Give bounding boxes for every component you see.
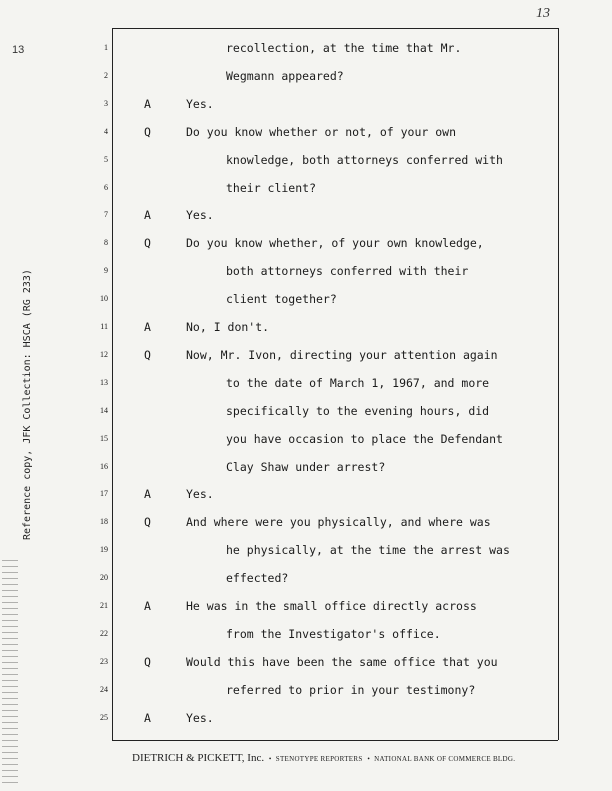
line-number: 7	[104, 210, 108, 220]
speaker-label: Q	[144, 654, 151, 669]
line-text: Now, Mr. Ivon, directing your attention again	[186, 347, 498, 362]
line-number: 16	[100, 461, 108, 471]
transcript-line	[0, 289, 612, 309]
speaker-label: Q	[144, 236, 151, 251]
transcript-line	[0, 38, 612, 58]
transcript-line	[0, 652, 612, 672]
transcript-line	[0, 512, 612, 532]
line-text: effected?	[226, 571, 289, 586]
transcript-line	[0, 568, 612, 588]
page-border-bottom	[112, 740, 558, 741]
margin-page-number: 13	[12, 44, 25, 56]
line-number: 13	[100, 377, 108, 387]
line-text: client together?	[226, 292, 337, 307]
line-number: 2	[104, 70, 108, 80]
speaker-label: A	[144, 208, 151, 223]
line-number: 11	[100, 322, 108, 331]
line-text: both attorneys conferred with their	[226, 264, 469, 279]
line-text: And where were you physically, and where was	[186, 515, 491, 530]
transcript-line	[0, 261, 612, 281]
line-number: 17	[100, 489, 108, 499]
transcript-line	[0, 205, 612, 225]
line-text: Do you know whether or not, of your own	[186, 124, 457, 139]
line-text: their client?	[226, 180, 317, 195]
line-text: Do you know whether, of your own knowledge,	[186, 236, 484, 251]
line-text: recollection, at the time that Mr.	[226, 41, 462, 55]
speaker-label: A	[144, 96, 151, 111]
reporter-firm: DIETRICH & PICKETT, Inc.	[132, 752, 265, 764]
line-text: Clay Shaw under arrest?	[226, 459, 386, 474]
speaker-label: A	[144, 487, 151, 502]
line-text: Yes.	[186, 96, 214, 111]
transcript-line	[0, 94, 612, 114]
line-text: referred to prior in your testimony?	[226, 682, 476, 697]
transcript-line	[0, 373, 612, 393]
transcript-line	[0, 429, 612, 449]
line-text: Wegmann appeared?	[226, 68, 344, 83]
line-number: 14	[100, 405, 108, 415]
transcript-line	[0, 680, 612, 700]
line-number: 12	[100, 349, 108, 359]
transcript-line	[0, 150, 612, 170]
line-text: specifically to the evening hours, did	[226, 403, 490, 418]
transcript-line	[0, 457, 612, 477]
line-text: Yes.	[186, 487, 214, 502]
line-text: he physically, at the time the arrest was	[226, 543, 510, 558]
speaker-label: Q	[144, 515, 151, 530]
line-number: 23	[100, 656, 108, 666]
line-number: 9	[104, 266, 108, 276]
transcript-line	[0, 345, 612, 365]
speaker-label: Q	[144, 124, 151, 139]
line-text: to the date of March 1, 1967, and more	[226, 375, 490, 390]
transcript-line	[0, 484, 612, 504]
line-number: 19	[100, 545, 108, 555]
transcript-line	[0, 401, 612, 421]
reporter-address: NATIONAL BANK OF COMMERCE BLDG.	[374, 755, 516, 763]
line-number: 10	[100, 294, 108, 304]
transcript-line	[0, 178, 612, 198]
line-text: He was in the small office directly across	[186, 599, 477, 613]
speaker-label: A	[144, 599, 151, 613]
transcript-line	[0, 122, 612, 142]
speaker-label: A	[144, 710, 151, 725]
line-text: knowledge, both attorneys conferred with	[226, 152, 503, 167]
line-number: 8	[104, 238, 108, 248]
line-text: Would this have been the same office that you	[186, 654, 498, 669]
line-number: 21	[100, 601, 108, 610]
footer: DIETRICH & PICKETT, Inc. • STENOTYPE REPORTERS • NATIONAL BANK OF COMMERCE BLDG.	[132, 752, 516, 764]
line-text: No, I don't.	[186, 320, 270, 334]
line-number: 22	[100, 628, 108, 638]
line-number: 5	[104, 154, 108, 164]
transcript-line	[0, 540, 612, 560]
line-number: 18	[100, 517, 108, 527]
line-number: 24	[100, 684, 108, 694]
page-border-top	[112, 28, 558, 29]
line-number: 1	[104, 43, 108, 52]
transcript-line	[0, 596, 612, 616]
transcript-line	[0, 708, 612, 728]
speaker-label: Q	[144, 347, 151, 362]
transcript-line	[0, 66, 612, 86]
transcript-line	[0, 233, 612, 253]
scan-artifact	[2, 560, 18, 785]
transcript-line	[0, 317, 612, 337]
line-text: Yes.	[186, 208, 214, 223]
line-number: 15	[100, 433, 108, 443]
line-text: you have occasion to place the Defendant	[226, 431, 503, 446]
line-text: from the Investigator's office.	[226, 626, 441, 641]
line-number: 20	[100, 573, 108, 583]
transcript-line	[0, 624, 612, 644]
line-number: 4	[104, 126, 108, 136]
archive-stamp: Reference copy, JFK Collection: HSCA (RG 233)	[22, 269, 33, 540]
reporter-role: STENOTYPE REPORTERS	[275, 755, 363, 763]
line-number: 25	[100, 712, 108, 722]
page-number: 13	[536, 6, 550, 21]
line-number: 3	[104, 98, 108, 108]
speaker-label: A	[144, 320, 151, 334]
line-number: 6	[104, 182, 108, 192]
line-text: Yes.	[186, 710, 214, 725]
